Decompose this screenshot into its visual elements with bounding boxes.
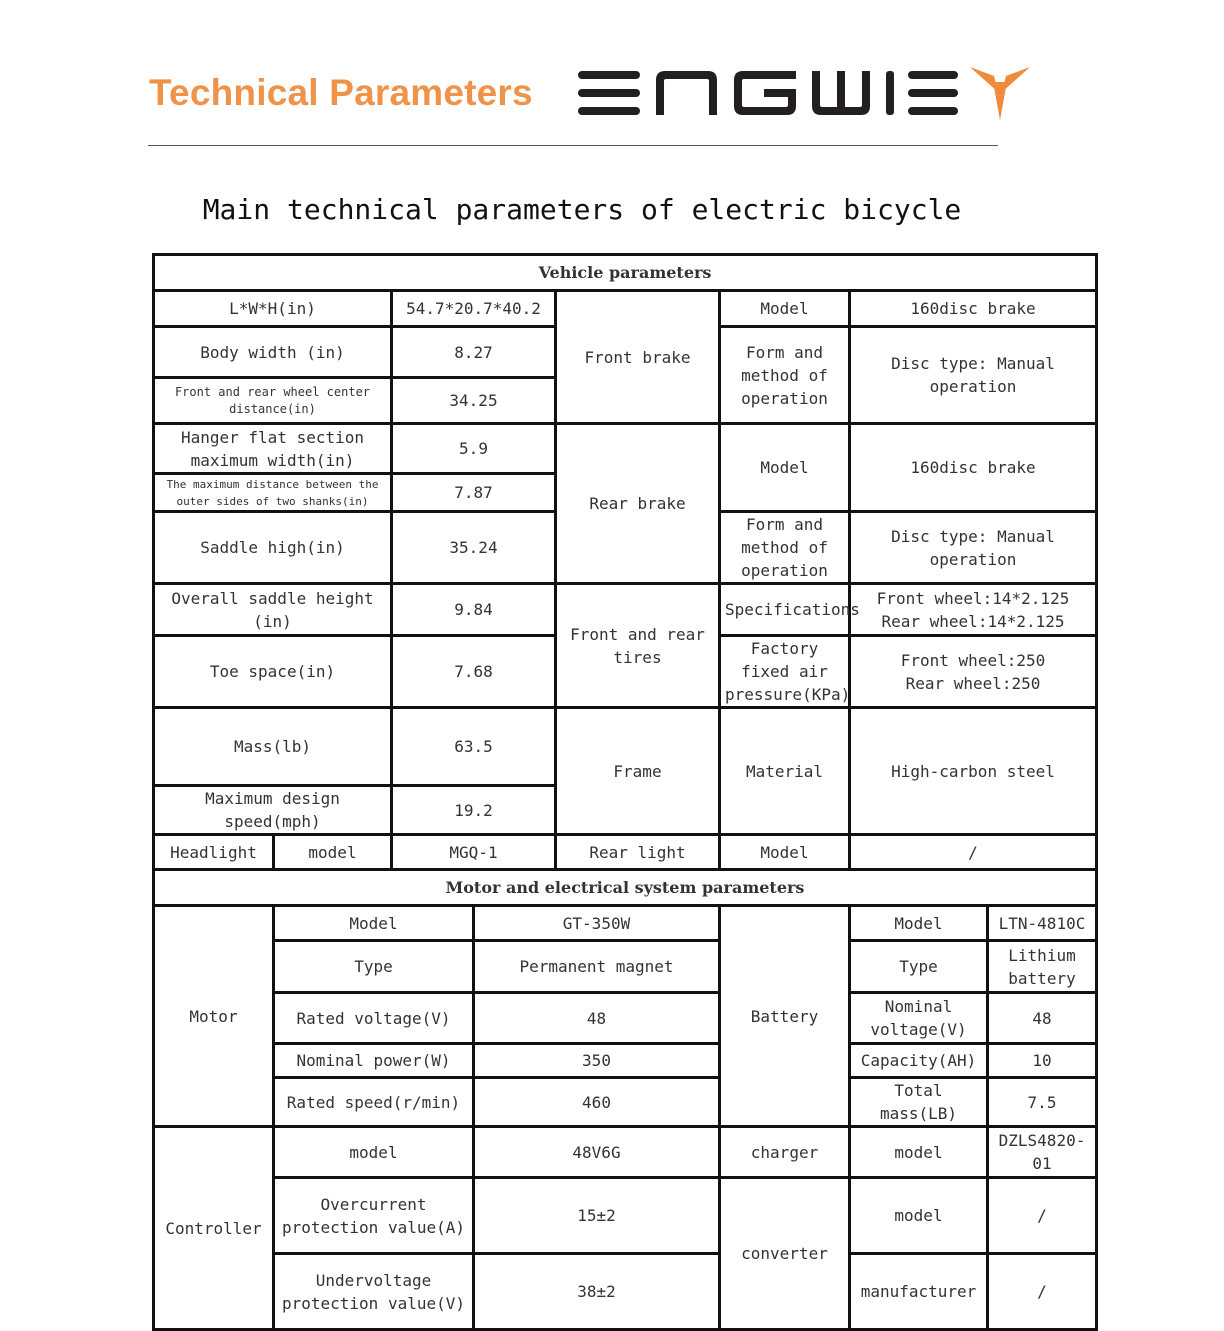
motor-type-label: Type: [274, 941, 474, 993]
main-title: Main technical parameters of electric bicycle: [202, 193, 962, 226]
converter-model-value: /: [988, 1178, 1097, 1254]
parameters-table: [152, 253, 1098, 1331]
front-brake-label: Front brake: [556, 291, 720, 424]
tires-spec-rear: Rear wheel:14*2.125: [881, 611, 1065, 631]
converter-manufacturer-label: manufacturer: [850, 1254, 988, 1330]
headlight-label: Headlight: [154, 835, 274, 870]
rear-brake-form-label: Form and method of operation: [720, 512, 850, 584]
rear-brake-model-value: 160disc brake: [850, 424, 1097, 512]
tires-pressure-label: Factory fixed air pressure(KPa): [720, 636, 850, 708]
battery-type-label: Type: [850, 941, 988, 993]
rated-speed-label: Rated speed(r/min): [274, 1078, 474, 1127]
battery-mass-value: 7.5: [988, 1078, 1097, 1127]
lwh-label: L*W*H(in): [154, 291, 392, 327]
rear-light-model-value: /: [850, 835, 1097, 870]
motor-section-title: Motor and electrical system parameters: [154, 870, 1097, 906]
shanks-distance-value: 7.87: [392, 474, 556, 512]
overcurrent-label: Overcurrent protection value(A): [274, 1178, 474, 1254]
controller-model-label: model: [274, 1127, 474, 1178]
header-divider: [148, 145, 998, 146]
frame-material-value: High-carbon steel: [850, 708, 1097, 835]
tires-spec-front: Front wheel:14*2.125: [876, 588, 1070, 608]
tires-spec-value: [850, 584, 1097, 636]
battery-mass-label: Total mass(LB): [850, 1078, 988, 1127]
wheel-center-value: 34.25: [392, 378, 556, 424]
header-title: Technical Parameters: [149, 72, 533, 113]
hanger-width-label: Hanger flat section maximum width(in): [154, 424, 392, 474]
overall-saddle-value: 9.84: [392, 584, 556, 636]
motor-model-value: GT-350W: [474, 906, 720, 941]
controller-model-value: 48V6G: [474, 1127, 720, 1178]
charger-label: charger: [720, 1127, 850, 1178]
battery-model-value: LTN-4810C: [988, 906, 1097, 941]
battery-capacity-value: 10: [988, 1044, 1097, 1078]
front-brake-model-label: Model: [720, 291, 850, 327]
undervoltage-label: Undervoltage protection value(V): [274, 1254, 474, 1330]
max-speed-label: Maximum design speed(mph): [154, 786, 392, 835]
battery-label: Battery: [720, 906, 850, 1127]
battery-voltage-value: 48: [988, 993, 1097, 1044]
rear-light-label: Rear light: [556, 835, 720, 870]
frame-material-label: Material: [720, 708, 850, 835]
tires-spec-label: Specifications: [720, 584, 850, 636]
battery-model-label: Model: [850, 906, 988, 941]
nominal-power-value: 350: [474, 1044, 720, 1078]
rear-brake-form-value: Disc type: Manual operation: [850, 512, 1097, 584]
tires-label: Front and rear tires: [556, 584, 720, 708]
mass-value: 63.5: [392, 708, 556, 786]
overall-saddle-label: Overall saddle height (in): [154, 584, 392, 636]
engwe-logo: [574, 62, 1034, 124]
frame-label: Frame: [556, 708, 720, 835]
shanks-distance-label: The maximum distance between the outer sides of two shanks(in): [154, 474, 392, 512]
mass-label: Mass(lb): [154, 708, 392, 786]
saddle-high-label: Saddle high(in): [154, 512, 392, 584]
motor-model-label: Model: [274, 906, 474, 941]
body-width-value: 8.27: [392, 327, 556, 378]
tires-pressure-front: Front wheel:250: [900, 650, 1046, 670]
controller-label: Controller: [154, 1127, 274, 1330]
body-width-label: Body width (in): [154, 327, 392, 378]
rear-light-model-label: Model: [720, 835, 850, 870]
max-speed-value: 19.2: [392, 786, 556, 835]
overcurrent-value: 15±2: [474, 1178, 720, 1254]
converter-label: converter: [720, 1178, 850, 1330]
saddle-high-value: 35.24: [392, 512, 556, 584]
battery-type-value: Lithium battery: [988, 941, 1097, 993]
tires-pressure-rear: Rear wheel:250: [905, 673, 1041, 693]
vehicle-section-title: Vehicle parameters: [154, 255, 1097, 291]
wheel-center-label: Front and rear wheel center distance(in): [154, 378, 392, 424]
rated-voltage-label: Rated voltage(V): [274, 993, 474, 1044]
tires-pressure-value: [850, 636, 1097, 708]
hanger-width-value: 5.9: [392, 424, 556, 474]
front-brake-form-value: Disc type: Manual operation: [850, 327, 1097, 424]
headlight-model-label: model: [274, 835, 392, 870]
motor-label: Motor: [154, 906, 274, 1127]
battery-capacity-label: Capacity(AH): [850, 1044, 988, 1078]
rated-voltage-value: 48: [474, 993, 720, 1044]
rear-brake-label: Rear brake: [556, 424, 720, 584]
lwh-value: 54.7*20.7*40.2: [392, 291, 556, 327]
undervoltage-value: 38±2: [474, 1254, 720, 1330]
toe-space-value: 7.68: [392, 636, 556, 708]
rated-speed-value: 460: [474, 1078, 720, 1127]
front-brake-model-value: 160disc brake: [850, 291, 1097, 327]
charger-model-value: DZLS4820-01: [988, 1127, 1097, 1178]
headlight-model-value: MGQ-1: [392, 835, 556, 870]
front-brake-form-label: Form and method of operation: [720, 327, 850, 424]
motor-type-value: Permanent magnet: [474, 941, 720, 993]
nominal-power-label: Nominal power(W): [274, 1044, 474, 1078]
charger-model-label: model: [850, 1127, 988, 1178]
converter-manufacturer-value: /: [988, 1254, 1097, 1330]
toe-space-label: Toe space(in): [154, 636, 392, 708]
battery-voltage-label: Nominal voltage(V): [850, 993, 988, 1044]
rear-brake-model-label: Model: [720, 424, 850, 512]
converter-model-label: model: [850, 1178, 988, 1254]
